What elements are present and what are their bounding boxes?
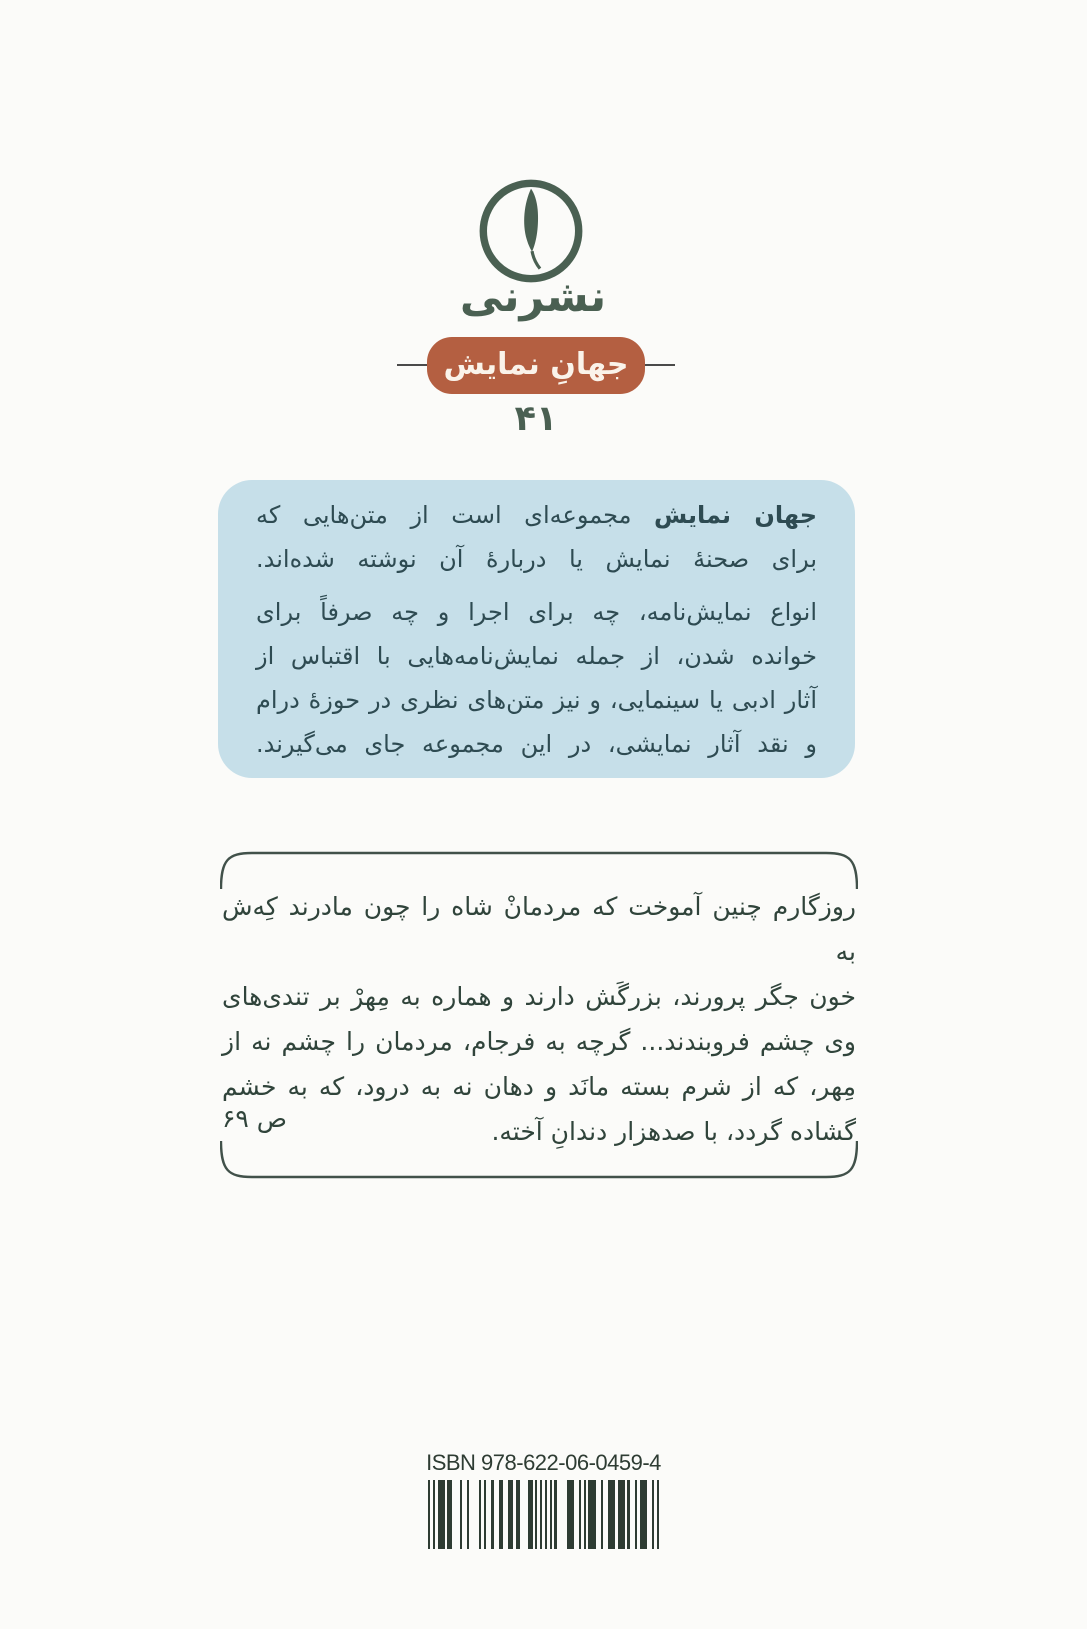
series-description-box bbox=[218, 480, 855, 778]
series-description-line: و نقد آثار نمایشی، در این مجموعه جای می‌گیرند. bbox=[256, 730, 817, 758]
series-title-lead: جهان نمایش bbox=[654, 501, 817, 529]
series-description-line bbox=[256, 493, 817, 537]
quote-line: خون جگر پرورند، بزرگَش دارند و هماره به مِهرْ بر تندی‌های bbox=[222, 982, 856, 1011]
series-description-line: خوانده شدن، از جمله نمایش‌نامه‌هایی با اقتباس از bbox=[256, 642, 817, 670]
series-description-line: برای صحنۀ نمایش یا دربارۀ آن نوشته شده‌اند. bbox=[256, 545, 817, 573]
series-description-line: انواع نمایش‌نامه، چه برای اجرا و چه صرفاً برای bbox=[256, 598, 817, 626]
quote-line: مِهر، که از شرم بسته مانَد و دهان نه به درود، که به خشم bbox=[222, 1072, 856, 1101]
series-description-line: آثار ادبی یا سینمایی، و نیز متن‌های نظری در حوزۀ درام bbox=[256, 686, 817, 714]
publisher-name: نشرنی bbox=[459, 272, 607, 322]
badge-left-rule bbox=[645, 364, 675, 367]
series-description-text: مجموعه‌ای است از متن‌هایی که bbox=[256, 501, 655, 529]
series-badge-row bbox=[0, 336, 1072, 394]
publisher-leaf-logo-icon bbox=[478, 178, 584, 284]
quote-page-reference: ص ۶۹ bbox=[222, 1104, 288, 1133]
quote-bottom-bracket bbox=[220, 1140, 858, 1180]
series-badge: جهانِ نمایش bbox=[427, 337, 644, 394]
quote-line: گشاده گردد، با صدهزار دندانِ آخته. bbox=[491, 1117, 856, 1146]
badge-right-rule bbox=[397, 364, 427, 367]
isbn-barcode bbox=[428, 1480, 659, 1549]
series-number: ۴۱ bbox=[514, 399, 558, 439]
quote-line: روزگارم چنین آموخت که مردمانْ شاه را چون مادرند کِه‌ش به bbox=[222, 892, 856, 966]
isbn-label: ISBN 978-622-06-0459-4 bbox=[426, 1450, 661, 1475]
quote-line: وی چشم فروبندند... گرچه به فرجام، مردمان را چشم نه از bbox=[222, 1027, 856, 1056]
